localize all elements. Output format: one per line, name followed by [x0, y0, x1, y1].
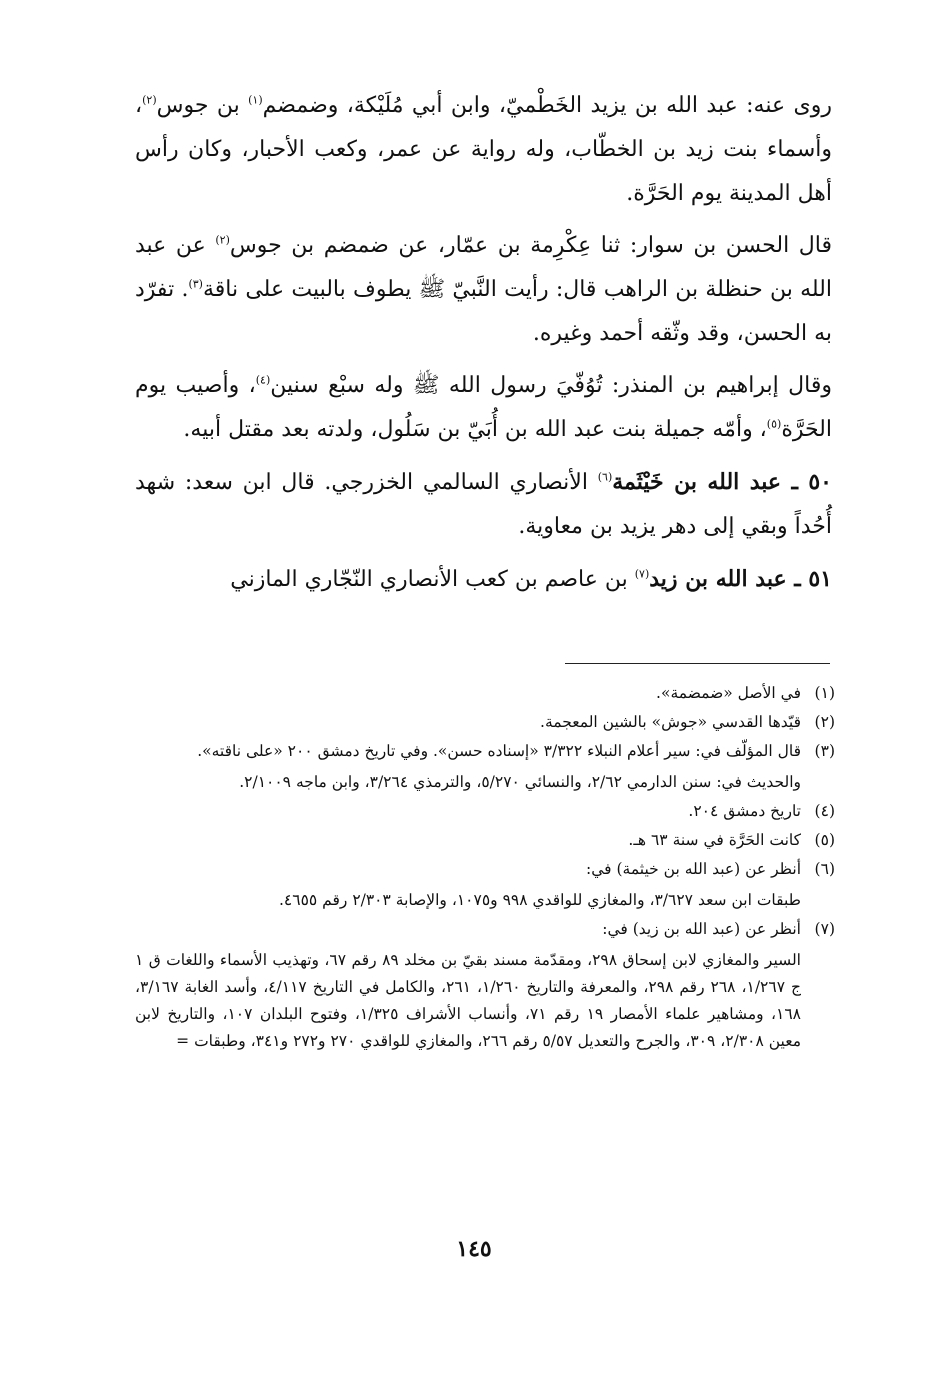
footnote-ref[interactable]: (٥) — [766, 417, 782, 431]
footnote-text: أنظر عن (عبد الله بن زيد) في: — [602, 920, 801, 938]
text-run: ، وأصيب يوم الحَرَّة — [135, 373, 832, 442]
footnote-number: (١) — [814, 684, 835, 702]
text-run: روى عنه: عبد الله بن يزيد الخَطْميّ، وابن أبي مُلَيْكة، وضمضم — [262, 93, 832, 118]
footnote-4 — [135, 798, 835, 825]
footnote-7 — [135, 916, 835, 1055]
entry-50 — [135, 460, 832, 549]
footnote-number: (٣) — [814, 742, 835, 760]
footnote-1 — [135, 680, 835, 707]
text-run: ، وأمّه جميلة بنت عبد الله بن أُبَيّ بن سَلُول، ولدته بعد مقتل أبيه. — [183, 417, 767, 442]
footnote-number: (٦) — [814, 860, 835, 878]
footnote-text: أنظر عن (عبد الله بن خيثمة) في: — [586, 860, 801, 878]
entry-heading: ٥١ ـ عبد الله بن زيد — [649, 566, 832, 592]
footnote-ref[interactable]: (٤) — [255, 373, 271, 387]
entry-heading: ٥٠ ـ عبد الله بن خَيْثَمة — [612, 469, 832, 495]
footnote-text: السير والمغازي لابن إسحاق ٢٩٨، ومقدّمة مسند بقيّ بن مخلد ٨٩ رقم ٦٧، وتهذيب الأسماء واللغات ق ١ ج ١/٢٦٧، ٢٦٨ رقم ٢٩٨، والمعرفة والتاريخ ١/٢٦٠، ٢٦١، والكامل في التاريخ ٤/١١٧، وأسد الغابة ٣/١٦٧، ١٦٨، ومشاهير علماء الأمصار ١٩ رقم ٧١، وأنساب الأشراف ١/٣٢٥، وفتوح البلدان ١٠٧، والتاريخ لابن معين ٢/٣٠٨، ٣٠٩، والجرح والتعديل ٥/٥٧ رقم ٢٦٦، والمغازي للواقدي ٢٧٠ و٢٧٢ و٣٤١، وطبقات = — [135, 951, 802, 1050]
footnote-number: (٢) — [814, 713, 835, 731]
text-run: . تفرّد به الحسن، وقد وثّقه أحمد وغيره. — [135, 277, 832, 346]
paragraph-hasan-report — [135, 224, 832, 356]
footnote-5 — [135, 827, 835, 854]
footnote-ref[interactable]: (٧) — [634, 567, 650, 581]
footnotes — [135, 680, 835, 1057]
footnote-number: (٥) — [814, 831, 835, 849]
text-run: ، وأسماء بنت زيد بن الخطّاب، وله رواية عن عمر، وكعب الأحبار، وكان رأس أهل المدينة يوم الحَرَّة. — [135, 93, 832, 206]
footnote-text: كانت الحَرَّة في سنة ٦٣ هـ. — [628, 831, 801, 849]
paragraph-narrators — [135, 84, 832, 216]
entry-51 — [135, 557, 832, 602]
text-run: قال الحسن بن سوار: ثنا عِكْرِمة بن عمّار، عن ضمضم بن جوس — [229, 233, 832, 258]
page-number: ١٤٥ — [456, 1236, 492, 1262]
footnote-text: قيّدها القدسي «جوش» بالشين المعجمة. — [540, 713, 801, 731]
footnote-ref[interactable]: (٢) — [142, 93, 157, 107]
text-run: عن عبد الله بن حنظلة بن الراهب قال: رأيت النَّبيّ ﷺ يطوف بالبيت على ناقة — [135, 233, 832, 302]
footnote-text: والحديث في: سنن الدارمي ٢/٦٢، والنسائي ٥/٢٧٠، والترمذي ٣/٢٦٤، وابن ماجه ٢/١٠٠٩. — [239, 773, 801, 791]
text-run: وقال إبراهيم بن المنذر: تُوُفّيَ رسول الله ﷺ وله سبْع سنين — [270, 373, 833, 398]
footnote-ref[interactable]: (١) — [248, 93, 263, 107]
footnote-divider — [565, 663, 830, 664]
text-run: الأنصاري السالمي الخزرجي. قال ابن سعد: شهد أُحُداً وبقي إلى دهر يزيد بن معاوية. — [135, 470, 832, 539]
footnote-text: قال المؤلّف في: سير أعلام النبلاء ٣/٣٢٢ «إسناده حسن». وفي تاريخ دمشق ٢٠٠ «على ناقته». — [197, 742, 801, 760]
text-run: بن عاصم بن كعب الأنصاري النّجّاري المازني — [230, 567, 635, 592]
footnote-number: (٤) — [814, 802, 835, 820]
footnote-text: تاريخ دمشق ٢٠٤. — [688, 802, 801, 820]
footnote-2 — [135, 709, 835, 736]
text-run: بن جوس — [156, 93, 249, 118]
footnote-3 — [135, 738, 835, 796]
footnote-ref[interactable]: (٣) — [188, 277, 203, 291]
main-text — [135, 84, 832, 608]
footnote-6 — [135, 856, 835, 914]
paragraph-ibrahim-report — [135, 364, 832, 452]
footnote-number: (٧) — [814, 920, 835, 938]
footnote-ref[interactable]: (٦) — [597, 470, 613, 484]
footnote-text: طبقات ابن سعد ٣/٦٢٧، والمغازي للواقدي ٩٩٨ و١٠٧٥، والإصابة ٢/٣٠٣ رقم ٤٦٥٥. — [278, 891, 801, 909]
footnote-ref[interactable]: (٢) — [215, 233, 230, 247]
footnote-text: في الأصل «ضمضمة». — [656, 684, 801, 702]
